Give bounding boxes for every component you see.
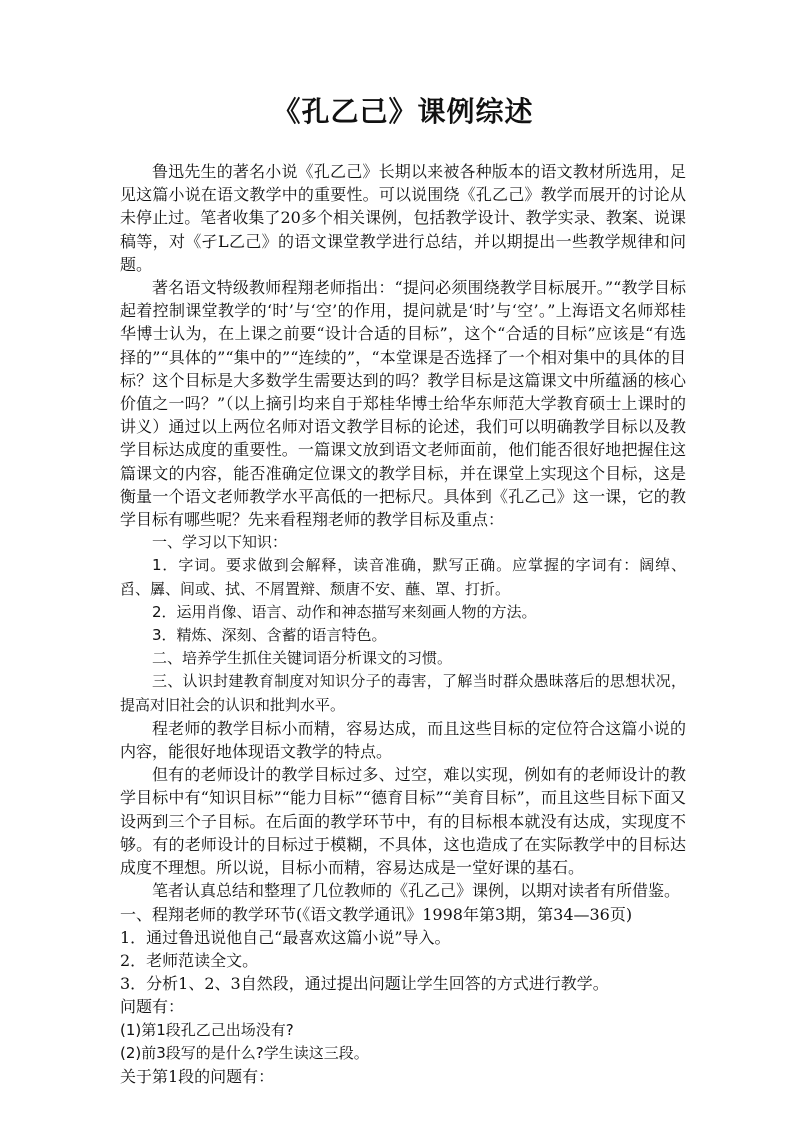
- goal-1-heading: 一、学习以下知识：: [152, 533, 288, 552]
- goal-1-item-2: 2．运用肖像、语言、动作和神态描写来刻画人物的方法。: [152, 602, 537, 621]
- comment-paragraph-1: 程老师的教学目标小而精，容易达成，而且这些目标的定位符合这篇小说的内容，能很好地体现语文教学的特点。: [120, 718, 686, 762]
- goal-2: 二、培养学生抓住关键词语分析课文的习惯。: [152, 649, 453, 668]
- goal-1-item-3: 3．精炼、深刻、含蓄的语言特色。: [152, 626, 387, 645]
- questions-label: 问题有：: [120, 997, 185, 1017]
- comment-paragraph-3: 笔者认真总结和整理了几位教师的《孔乙己》课例，以期对读者有所借鉴。: [152, 881, 681, 901]
- goal-1-item-1: 1．字词。要求做到会解释，读音准确，默写正确。应掌握的字词有：阔绰、舀、羼、间或、拭、不屑置辩、颓唐不安、蘸、罩、打折。: [120, 556, 686, 598]
- intro-paragraph: 鲁迅先生的著名小说《孔乙己》长期以来被各种版本的语文教材所选用，足见这篇小说在语文教学中的重要性。可以说围绕《孔乙己》教学而展开的讨论从未停止过。笔者收集了20多个相关课例，包括教学设计、教学实录、教案、说课稿等，对《孑L乙己》的语文课堂教学进行总结，并以期提出一些教学规律和问题。: [120, 162, 686, 274]
- teaching-goals-paragraph: 著名语文特级教师程翔老师指出：“提问必须围绕教学目标展开。”“教学目标起着控制课堂教学的‘时’与‘空’的作用，提问就是‘时’与‘空’。”上海语文名师郑桂华博士认为，在上课之前要“设计合适的目标”，这个“合适的目标”应该是“有选择的”“具体的”“集中的”“连续的”，“本堂课是否选择了一个相对集中的具体的目标？这个目标是大多数学生需要达到的吗？教学目标是这篇课文中所蕴涵的核心价值之一吗？”（以上摘引均来自于郑桂华博士给华东师范大学教育硕士上课时的讲义）通过以上两位名师对语文教学目标的论述，我们可以明确教学目标以及教学目标达成度的重要性。一篇课文放到语文老师面前，他们能否很好地把握住这篇课文的内容，能否准确定位课文的教学目标，并在课堂上实现这个目标，这是衡量一个语文老师教学水平高低的一把标尺。具体到《孔乙己》这一课，它的教学目标有哪些呢？先来看程翔老师的教学目标及重点：: [120, 278, 686, 530]
- section-1-heading: 一、程翔老师的教学环节(《语文教学通讯》1998年第3期，第34—36页): [120, 904, 633, 924]
- section-1-step-2: 2．老师范读全文。: [120, 950, 259, 970]
- comment-paragraph-2: 但有的老师设计的教学目标过多、过空，难以实现，例如有的老师设计的教学目标中有“知识目标”“能力目标”“德育目标”“美育目标”，而且这些目标下面又设两到三个子目标。在后面的教学环节中，有的目标根本就没有达成，实现度不够。有的老师设计的目标过于模糊，不具体，这也造成了在实际教学中的目标达成度不理想。所以说，目标小而精，容易达成是一堂好课的基石。: [120, 765, 686, 878]
- question-2: (2)前3段写的是什么?学生读这三段。: [120, 1043, 369, 1062]
- section-1-step-3: 3．分析1、2、3自然段，通过提出问题让学生回答的方式进行教学。: [120, 974, 609, 994]
- question-1: (1)第1段孔乙己出场没有?: [120, 1020, 294, 1039]
- section-1-step-1: 1．通过鲁迅说他自己“最喜欢这篇小说”导入。: [120, 927, 451, 947]
- paragraph-1-questions-label: 关于第1段的问题有：: [120, 1066, 275, 1086]
- page-title: 《孔乙己》课例综述: [272, 95, 534, 128]
- document-page: [120, 92, 686, 1088]
- goal-3: 三、认识封建教育制度对知识分子的毒害，了解当时群众愚昧落后的思想状况，提高对旧社会的认识和批判水平。: [120, 672, 686, 714]
